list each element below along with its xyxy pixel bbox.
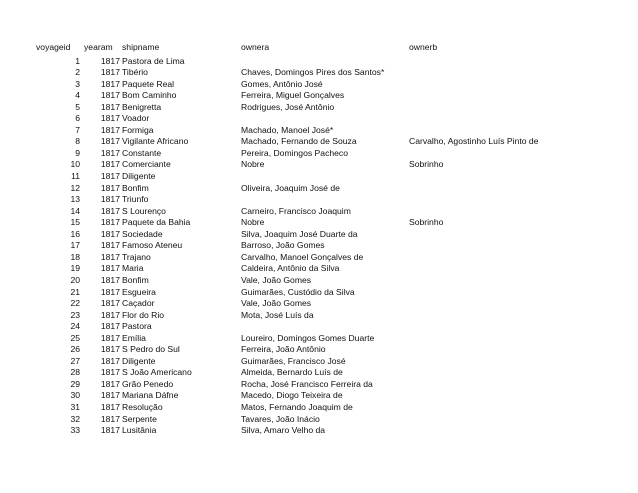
- shipname-cell: Constante: [122, 147, 162, 158]
- yearam-cell: 1817: [100, 309, 120, 320]
- voyageid-cell: 24: [70, 321, 80, 332]
- table-row: [0, 147, 638, 159]
- voyageid-cell: 8: [75, 136, 80, 147]
- ownera-cell: Loureiro, Domingos Gomes Duarte: [241, 332, 375, 343]
- yearam-cell: 1817: [100, 355, 120, 366]
- ownerb-cell: Carvalho, Agostinho Luís Pinto de: [409, 136, 539, 147]
- voyageid-cell: 29: [70, 378, 80, 389]
- yearam-cell: 1817: [100, 205, 120, 216]
- table-row: [0, 101, 638, 113]
- ownera-cell: Chaves, Domingos Pires dos Santos*: [241, 67, 385, 78]
- yearam-cell: 1817: [100, 78, 120, 89]
- ownera-cell: Silva, Amaro Velho da: [241, 425, 326, 436]
- yearam-cell: 1817: [100, 55, 120, 66]
- yearam-cell: 1817: [100, 159, 120, 170]
- header-shipname: shipname: [122, 42, 160, 52]
- ownera-cell: Vale, João Gomes: [241, 274, 312, 285]
- yearam-cell: 1817: [100, 298, 120, 309]
- table-row: [0, 309, 638, 321]
- voyageid-cell: 31: [70, 402, 80, 412]
- voyageid-cell: 20: [70, 274, 80, 285]
- header-voyageid: voyageid: [36, 42, 71, 52]
- shipname-cell: Formiga: [122, 124, 154, 135]
- voyageid-cell: 19: [70, 263, 80, 274]
- yearam-cell: 1817: [100, 240, 120, 251]
- voyageid-cell: 32: [70, 413, 80, 424]
- header-yearam: yearam: [84, 42, 113, 52]
- table-row: [0, 193, 638, 205]
- table-row: [0, 228, 638, 240]
- voyageid-cell: 1: [75, 55, 80, 66]
- voyageid-cell: 9: [75, 147, 80, 158]
- yearam-cell: 1817: [100, 101, 120, 112]
- header-ownera: ownera: [241, 42, 270, 52]
- yearam-cell: 1817: [100, 182, 120, 193]
- table-row: [0, 124, 638, 136]
- table-row: [0, 297, 638, 309]
- table-row: [0, 389, 638, 401]
- table-row: [0, 112, 638, 124]
- voyageid-cell: 4: [75, 90, 80, 101]
- table-row: [0, 343, 638, 355]
- voyageid-cell: 33: [70, 425, 80, 436]
- shipname-cell: Trajano: [122, 251, 151, 262]
- shipname-cell: Paquete Real: [122, 78, 175, 89]
- yearam-cell: 1817: [100, 425, 120, 436]
- shipname-cell: Pastora de Lima: [122, 55, 185, 66]
- shipname-cell: Bom Caminho: [122, 90, 177, 101]
- ownera-cell: Rodrigues, José Antônio: [241, 101, 335, 112]
- ownera-cell: Ferreira, Miguel Gonçalves: [241, 90, 345, 101]
- yearam-cell: 1817: [100, 321, 120, 332]
- shipname-cell: Benigretta: [122, 101, 162, 112]
- voyageid-cell: 18: [70, 251, 80, 262]
- shipname-cell: Diligente: [122, 171, 156, 181]
- table-row: [0, 55, 638, 67]
- shipname-cell: Tibério: [122, 67, 148, 78]
- shipname-cell: Voador: [122, 113, 150, 124]
- shipname-cell: Caçador: [122, 298, 155, 309]
- voyageid-cell: 7: [75, 124, 80, 135]
- ownera-cell: Vale, João Gomes: [241, 298, 312, 309]
- table-row: [0, 89, 638, 101]
- ownera-cell: Guimarães, Custódio da Silva: [241, 286, 355, 297]
- table-row: [0, 135, 638, 147]
- table-row: [0, 378, 638, 390]
- voyageid-cell: 5: [75, 101, 80, 112]
- yearam-cell: 1817: [100, 263, 120, 274]
- ownera-cell: Oliveira, Joaquim José de: [241, 182, 340, 193]
- ownera-cell: Guimarães, Francisco José: [241, 355, 346, 366]
- table-row: [0, 78, 638, 90]
- table-row: [0, 332, 638, 344]
- ownera-cell: Pereira, Domingos Pacheco: [241, 147, 348, 158]
- shipname-cell: Comerciante: [122, 159, 171, 170]
- voyageid-cell: 15: [70, 217, 80, 228]
- ownera-cell: Rocha, José Francisco Ferreira da: [241, 378, 373, 389]
- yearam-cell: 1817: [100, 113, 120, 124]
- ownera-cell: Carneiro, Francisco Joaquim: [241, 205, 351, 216]
- shipname-cell: Famoso Ateneu: [122, 240, 183, 251]
- yearam-cell: 1817: [100, 171, 120, 181]
- voyageid-cell: 13: [70, 194, 80, 205]
- ownera-cell: Ferreira, João Antônio: [241, 344, 326, 355]
- table-row: [0, 413, 638, 425]
- yearam-cell: 1817: [100, 332, 120, 343]
- shipname-cell: Esgueira: [122, 286, 156, 297]
- shipname-cell: S Lourenço: [122, 205, 166, 216]
- voyageid-cell: 23: [70, 309, 80, 320]
- voyageid-cell: 30: [70, 390, 80, 401]
- ownera-cell: Matos, Fernando Joaquim de: [241, 402, 353, 412]
- voyageid-cell: 11: [71, 171, 80, 181]
- yearam-cell: 1817: [100, 274, 120, 285]
- shipname-cell: Pastora: [122, 321, 152, 332]
- yearam-cell: 1817: [100, 286, 120, 297]
- shipname-cell: Sociedade: [122, 228, 163, 239]
- shipname-cell: Grão Penedo: [122, 378, 174, 389]
- yearam-cell: 1817: [100, 402, 120, 412]
- yearam-cell: 1817: [100, 136, 120, 147]
- voyageid-cell: 6: [75, 113, 80, 124]
- shipname-cell: S Pedro do Sul: [122, 344, 180, 355]
- table-row: [0, 66, 638, 78]
- table-row: [0, 170, 638, 182]
- shipname-cell: Lusitânia: [122, 425, 157, 436]
- table-row: [0, 286, 638, 298]
- voyageid-cell: 22: [70, 298, 80, 309]
- ownerb-cell: Sobrinho: [409, 159, 444, 170]
- yearam-cell: 1817: [100, 378, 120, 389]
- table-row: [0, 401, 638, 413]
- voyageid-cell: 12: [70, 182, 80, 193]
- shipname-cell: Bonfim: [122, 182, 149, 193]
- ownera-cell: Barroso, João Gomes: [241, 240, 325, 251]
- voyageid-cell: 25: [70, 332, 80, 343]
- voyageid-cell: 14: [70, 205, 80, 216]
- table-row: [0, 424, 638, 436]
- voyageid-cell: 3: [75, 78, 80, 89]
- table-row: [0, 216, 638, 228]
- yearam-cell: 1817: [100, 228, 120, 239]
- voyageid-cell: 27: [70, 355, 80, 366]
- shipname-cell: Maria: [122, 263, 144, 274]
- shipname-cell: Vigilante Africano: [122, 136, 189, 147]
- yearam-cell: 1817: [100, 147, 120, 158]
- shipname-cell: Emília: [122, 332, 146, 343]
- yearam-cell: 1817: [100, 367, 120, 378]
- shipname-cell: Paquete da Bahia: [122, 217, 191, 228]
- shipname-cell: Diligente: [122, 355, 156, 366]
- shipname-cell: Serpente: [122, 413, 157, 424]
- table-row: [0, 274, 638, 286]
- yearam-cell: 1817: [100, 217, 120, 228]
- voyageid-cell: 10: [70, 159, 80, 170]
- ownera-cell: Gomes, Antônio José: [241, 78, 323, 89]
- shipname-cell: S João Americano: [122, 367, 192, 378]
- shipname-cell: Triunfo: [122, 194, 149, 205]
- yearam-cell: 1817: [100, 90, 120, 101]
- shipname-cell: Bonfim: [122, 274, 149, 285]
- table-row: [0, 366, 638, 378]
- table-row: [0, 251, 638, 263]
- ownera-cell: Nobre: [241, 217, 265, 228]
- yearam-cell: 1817: [100, 194, 120, 205]
- table-row: [0, 262, 638, 274]
- ownera-cell: Silva, Joaquim José Duarte da: [241, 228, 358, 239]
- yearam-cell: 1817: [100, 413, 120, 424]
- yearam-cell: 1817: [100, 390, 120, 401]
- ownera-cell: Macedo, Diogo Teixeira de: [241, 390, 343, 401]
- table-row: [0, 239, 638, 251]
- voyageid-cell: 28: [70, 367, 80, 378]
- ownera-cell: Carvalho, Manoel Gonçalves de: [241, 251, 364, 262]
- header-row: [0, 41, 638, 53]
- table-row: [0, 205, 638, 217]
- header-ownerb: ownerb: [409, 42, 438, 52]
- ownera-cell: Mota, José Luís da: [241, 309, 314, 320]
- yearam-cell: 1817: [100, 67, 120, 78]
- shipname-cell: Resolução: [122, 402, 163, 412]
- voyageid-cell: 17: [70, 240, 80, 251]
- ownera-cell: Caldeira, Antônio da Silva: [241, 263, 340, 274]
- ownera-cell: Machado, Manoel José*: [241, 124, 334, 135]
- table-row: [0, 158, 638, 170]
- table-row: [0, 355, 638, 367]
- ownera-cell: Nobre: [241, 159, 265, 170]
- ownera-cell: Tavares, João Inácio: [241, 413, 320, 424]
- table-row: [0, 320, 638, 332]
- voyageid-cell: 21: [70, 286, 80, 297]
- ownera-cell: Almeida, Bernardo Luís de: [241, 367, 343, 378]
- shipname-cell: Flor do Rio: [122, 309, 165, 320]
- ownera-cell: Machado, Fernando de Souza: [241, 136, 357, 147]
- yearam-cell: 1817: [100, 344, 120, 355]
- yearam-cell: 1817: [100, 124, 120, 135]
- voyageid-cell: 16: [70, 228, 80, 239]
- voyageid-cell: 26: [70, 344, 80, 355]
- table-row: [0, 182, 638, 194]
- shipname-cell: Mariana Dáfne: [122, 390, 179, 401]
- voyageid-cell: 2: [75, 67, 80, 78]
- yearam-cell: 1817: [100, 251, 120, 262]
- ownerb-cell: Sobrinho: [409, 217, 444, 228]
